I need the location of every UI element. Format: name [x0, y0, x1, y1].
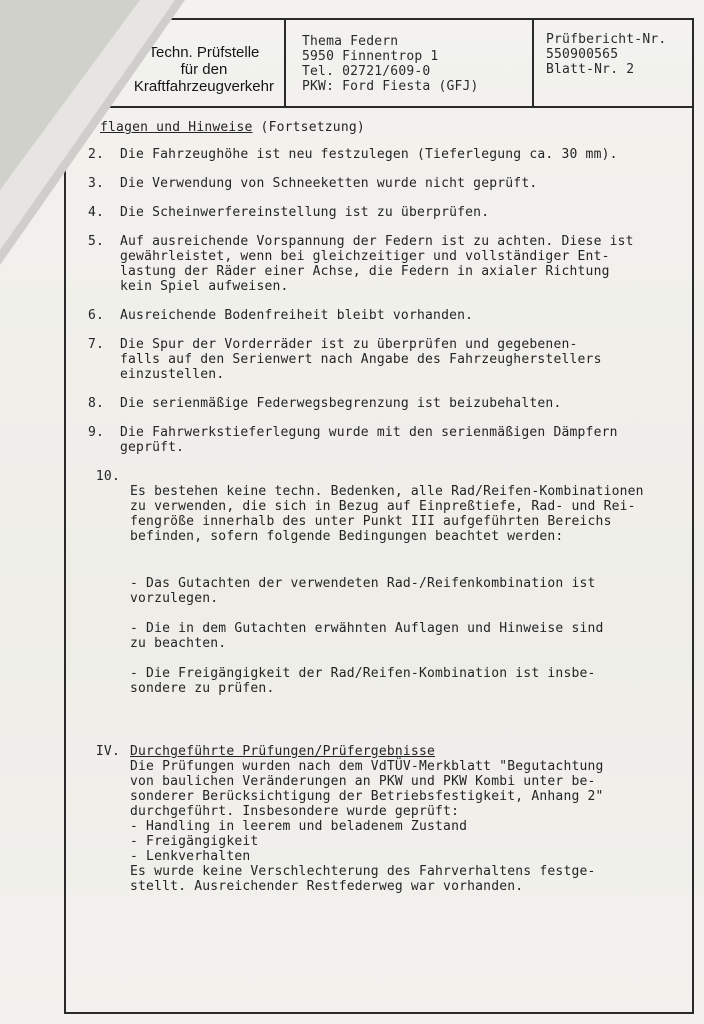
report-label: Prüfbericht-Nr. [546, 32, 667, 47]
header-client-cell [286, 20, 534, 106]
item-text: Es bestehen keine techn. Bedenken, alle Rad/Reifen-Kombinationen zu verwenden, die sich in Bezug auf Einpreßtiefe, Rad- und Rei- fengröße innerhalb des unter Punkt III aufgeführten Bereichs befinden, sofern folgende Bedingungen beachtet werden: [130, 484, 644, 544]
list-item [78, 396, 688, 411]
section-number: IV. [95, 744, 120, 759]
item-number: 8. [88, 396, 105, 411]
list-item [78, 308, 688, 323]
item-text: Auf ausreichende Vorspannung der Federn ist zu achten. Diese ist gewährleistet, wenn bei gleichzeitiger und vollständiger Ent- lastung der Räder einer Achse, die Federn in axialer Richtung kein Spiel aufweisen. [120, 234, 634, 294]
client-name: Thema Federn [302, 34, 399, 49]
institution-line-2: für den [180, 61, 228, 78]
list-item [78, 337, 688, 382]
item-text: Die Fahrzeughöhe ist neu festzulegen (Tieferlegung ca. 30 mm). [120, 147, 618, 162]
folded-corner-shadow [0, 0, 190, 270]
section-iv-conclusion: Es wurde keine Verschlechterung des Fahrverhaltens festge- stellt. Ausreichender Restfederweg war vorhanden. [130, 864, 596, 894]
institution-line-1: Techn. Prüfstelle [148, 44, 260, 61]
item-number: 4. [88, 205, 105, 220]
item-number: 2. [88, 147, 105, 162]
item-text: Die serienmäßige Federwegsbegrenzung ist beizubehalten. [120, 396, 562, 411]
section-iv-intro: Die Prüfungen wurden nach dem VdTÜV-Merkblatt "Begutachtung von baulichen Veränderungen an PKW und PKW Kombi unter be- sonderer Berücksichtigung der Betriebsfestigkeit, Anhang 2" durchgeführt. Insbesondere wurde geprüft: [130, 759, 604, 819]
sheet-number: Blatt-Nr. 2 [546, 62, 635, 77]
header-report-cell [534, 20, 694, 106]
condition-item: - Das Gutachten der verwendeten Rad-/Reifenkombination ist vorzulegen. [130, 576, 596, 606]
item-number: 3. [88, 176, 105, 191]
item-number: 6. [88, 308, 105, 323]
item-text: Die Verwendung von Schneeketten wurde nicht geprüft. [120, 176, 538, 191]
institution-line-3: Kraftfahrzeugverkehr [133, 78, 274, 95]
item-text: Die Spur der Vorderräder ist zu überprüfen und gegebenen- falls auf den Serienwert nach Angabe des Fahrzeugherstellers einzustellen. [120, 337, 602, 382]
list-item-10 [78, 469, 688, 726]
item-10-body [130, 469, 688, 726]
item-text: Ausreichende Bodenfreiheit bleibt vorhanden. [120, 308, 474, 323]
item-number: 7. [88, 337, 105, 352]
client-address: 5950 Finnentrop 1 [302, 49, 439, 64]
section-iv [78, 744, 688, 894]
report-number: 550900565 [546, 47, 619, 62]
section-title-suffix: (Fortsetzung) [260, 120, 365, 135]
section-iv-title: Durchgeführte Prüfungen/Prüfergebnisse [130, 744, 436, 759]
item-number: 5. [88, 234, 105, 249]
section-title-main: flagen und Hinweise [100, 120, 253, 135]
vehicle-info: PKW: Ford Fiesta (GFJ) [302, 79, 479, 94]
item-number: 10. [95, 469, 120, 484]
condition-item: - Die Freigängigkeit der Rad/Reifen-Kombination ist insbe- sondere zu prüfen. [130, 666, 596, 696]
item-number: 9. [88, 425, 105, 440]
check-item: - Lenkverhalten [130, 849, 251, 864]
client-phone: Tel. 02721/609-0 [302, 64, 431, 79]
item-text: Die Scheinwerfereinstellung ist zu überprüfen. [120, 205, 490, 220]
conditions-list [130, 561, 680, 711]
check-item: - Freigängigkeit [130, 834, 259, 849]
list-item [78, 425, 688, 455]
check-item: - Handling in leerem und beladenem Zustand [130, 819, 468, 834]
condition-item: - Die in dem Gutachten erwähnten Auflagen und Hinweise sind zu beachten. [130, 621, 604, 651]
item-text: Die Fahrwerkstieferlegung wurde mit den serienmäßigen Dämpfern geprüft. [120, 425, 618, 455]
